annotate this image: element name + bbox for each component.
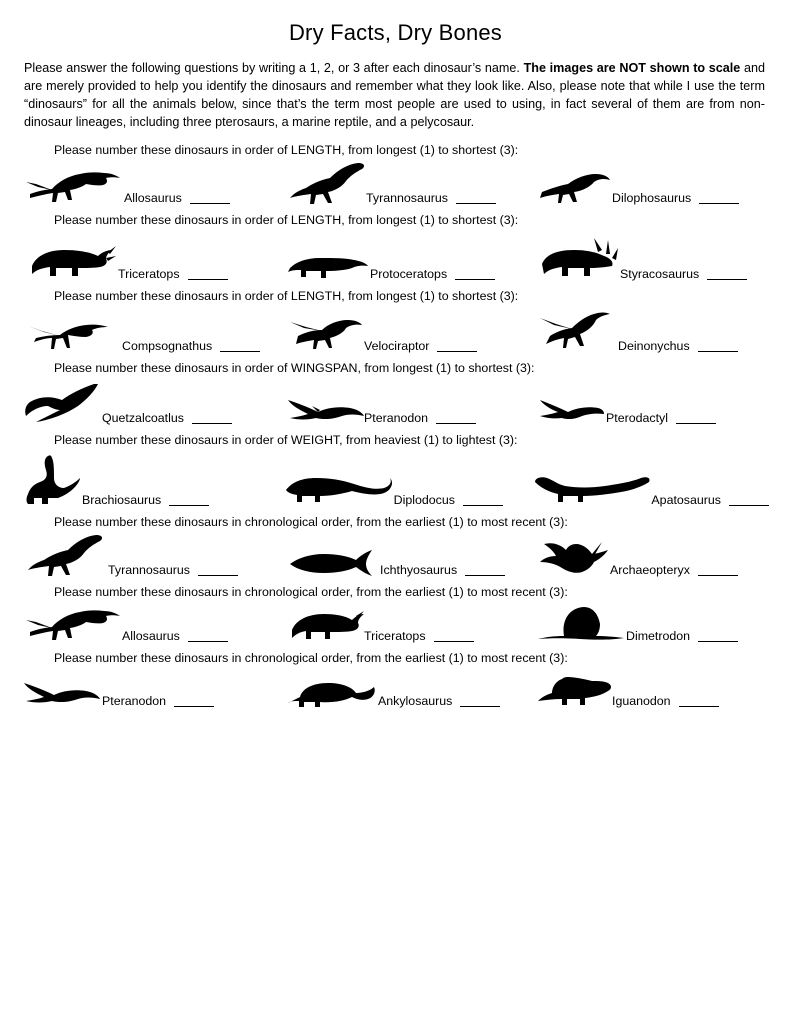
allosaurus-silhouette — [22, 602, 122, 644]
dinosaur-item — [536, 306, 738, 354]
dinosaur-row — [22, 669, 769, 709]
answer-blank[interactable] — [698, 338, 738, 352]
dinosaur-item — [536, 230, 747, 282]
compsognathus-silhouette — [22, 310, 122, 354]
answer-blank[interactable] — [198, 562, 238, 576]
dinosaur-name: Quetzalcoatlus — [102, 411, 184, 425]
dinosaur-item — [22, 236, 286, 282]
question-prompt: Please number these dinosaurs in order of WINGSPAN, from longest (1) to shortest (3): — [54, 360, 535, 375]
brachiosaurus-silhouette — [22, 450, 82, 508]
dinosaur-row — [22, 230, 769, 282]
dinosaur-item — [286, 548, 536, 578]
dinosaur-item — [286, 314, 536, 354]
intro-text-bold: The images are NOT shown to scale — [523, 61, 741, 75]
answer-blank[interactable] — [698, 628, 738, 642]
question-prompt: Please number these dinosaurs in chronological order, from the earliest (1) to most recent (3): — [54, 585, 568, 600]
intro-text-part2: and are merely provided to help you identify the dinosaurs and remember what they look like. Also, please note that while I use the term “dinosaurs” for all the animals below, since that’s the term most people are used to using, in fact several of them are from non-dinosaur lineages, including three pterosaurs, a marine reptile, and a pelycosaur. — [24, 61, 765, 129]
tyrannosaurus-silhouette — [286, 160, 366, 206]
dinosaur-item — [286, 160, 536, 206]
dinosaur-name: Ankylosaurus — [378, 693, 453, 708]
dinosaur-row — [22, 450, 769, 508]
question-prompt: Please number these dinosaurs in order of LENGTH, from longest (1) to shortest (3): — [54, 142, 519, 157]
dinosaur-item — [22, 160, 286, 206]
dinosaur-item — [286, 392, 536, 426]
answer-blank[interactable] — [465, 562, 505, 576]
dinosaur-row — [22, 378, 769, 426]
answer-blank[interactable] — [190, 190, 230, 204]
dinosaur-name: Triceratops — [118, 266, 180, 281]
answer-blank[interactable] — [188, 628, 228, 642]
pteranodon-silhouette — [286, 392, 364, 426]
answer-blank[interactable] — [676, 410, 716, 424]
intro-text-part1: Please answer the following questions by writing a 1, 2, or 3 after each dinosaur’s name. — [24, 61, 524, 75]
dinosaur-name: Tyrannosaurus — [366, 190, 448, 205]
question-prompt: Please number these dinosaurs in order of LENGTH, from longest (1) to shortest (3): — [54, 212, 519, 227]
question-prompt: Please number these dinosaurs in chronological order, from the earliest (1) to most recent (3): — [54, 515, 568, 530]
answer-blank[interactable] — [192, 410, 232, 424]
question-section-7 — [22, 584, 769, 644]
answer-blank[interactable] — [456, 190, 496, 204]
answer-blank[interactable] — [455, 266, 495, 280]
allosaurus-silhouette — [22, 160, 124, 206]
dinosaur-row — [22, 306, 769, 354]
apatosaurus-silhouette — [531, 468, 651, 508]
dinosaur-name: Tyrannosaurus — [108, 563, 190, 578]
question-section-4 — [22, 360, 769, 426]
question-section-6 — [22, 514, 769, 578]
dinosaur-name: Brachiosaurus — [82, 493, 162, 508]
deinonychus-silhouette — [536, 306, 618, 354]
dinosaur-name: Pteranodon — [364, 411, 429, 425]
dinosaur-item — [286, 675, 536, 709]
question-prompt: Please number these dinosaurs in chronological order, from the earliest (1) to most recent (3): — [54, 651, 568, 666]
answer-blank[interactable] — [169, 492, 209, 506]
dinosaur-name: Dilophosaurus — [612, 190, 692, 205]
dinosaur-item — [286, 246, 536, 282]
dinosaur-name: Ichthyosaurus — [380, 563, 458, 578]
dinosaur-item — [286, 604, 536, 644]
tyrannosaurus-silhouette — [22, 532, 108, 578]
dinosaur-item — [531, 468, 769, 508]
answer-blank[interactable] — [698, 562, 738, 576]
dinosaur-name: Pteranodon — [102, 693, 167, 708]
dinosaur-item — [22, 450, 284, 508]
ichthyosaurus-silhouette — [286, 548, 380, 578]
answer-blank[interactable] — [174, 693, 214, 707]
answer-blank[interactable] — [699, 190, 739, 204]
question-section-1 — [22, 142, 769, 206]
dinosaur-name: Deinonychus — [618, 338, 690, 353]
quetzalcoatlus-silhouette — [22, 378, 102, 426]
dinosaur-item — [536, 669, 719, 709]
question-section-8 — [22, 650, 769, 708]
dilophosaurus-silhouette — [536, 166, 612, 206]
pterodactyl-silhouette — [536, 394, 606, 426]
intro-paragraph — [24, 60, 765, 132]
dinosaur-row — [22, 602, 769, 644]
dinosaur-name: Velociraptor — [364, 338, 430, 353]
dinosaur-name: Iguanodon — [612, 693, 671, 708]
question-section-2 — [22, 212, 769, 282]
dinosaur-name: Triceratops — [364, 629, 426, 644]
dinosaur-name: Allosaurus — [122, 629, 180, 644]
dinosaur-name: Compsognathus — [122, 338, 213, 353]
dinosaur-name: Pterodactyl — [606, 411, 668, 425]
dinosaur-name: Protoceratops — [370, 266, 448, 281]
archaeopteryx-silhouette — [536, 536, 610, 578]
dinosaur-name: Diplodocus — [393, 493, 455, 508]
dinosaur-item — [22, 675, 286, 709]
velociraptor-silhouette — [286, 314, 364, 354]
answer-blank[interactable] — [188, 266, 228, 280]
dinosaur-name: Dimetrodon — [626, 629, 691, 644]
triceratops-silhouette — [22, 236, 118, 282]
dinosaur-row — [22, 160, 769, 206]
question-section-3 — [22, 288, 769, 354]
answer-blank[interactable] — [707, 266, 747, 280]
protoceratops-silhouette — [286, 246, 370, 282]
iguanodon-silhouette — [536, 669, 612, 709]
page-title: Dry Facts, Dry Bones — [288, 20, 503, 45]
answer-blank[interactable] — [220, 338, 260, 352]
answer-blank[interactable] — [437, 338, 477, 352]
dinosaur-item — [536, 394, 716, 426]
styracosaurus-silhouette — [536, 230, 620, 282]
dinosaur-name: Apatosaurus — [651, 493, 721, 508]
answer-blank[interactable] — [436, 410, 476, 424]
dinosaur-item — [22, 378, 286, 426]
dinosaur-item — [22, 532, 286, 578]
answer-blank[interactable] — [434, 628, 474, 642]
answer-blank[interactable] — [463, 492, 503, 506]
answer-blank[interactable] — [729, 492, 769, 506]
answer-blank[interactable] — [679, 693, 719, 707]
ankylosaurus-silhouette — [286, 675, 378, 709]
question-prompt: Please number these dinosaurs in order of WEIGHT, from heaviest (1) to lightest (3): — [54, 433, 518, 447]
dinosaur-item — [22, 310, 286, 354]
diplodocus-silhouette — [284, 468, 394, 508]
dinosaur-item — [536, 536, 738, 578]
triceratops-silhouette — [286, 604, 364, 644]
question-prompt: Please number these dinosaurs in order of LENGTH, from longest (1) to shortest (3): — [54, 288, 519, 303]
dinosaur-item — [536, 166, 739, 206]
pteranodon-silhouette — [22, 675, 102, 709]
dinosaur-item — [284, 468, 532, 508]
dinosaur-name: Archaeopteryx — [610, 563, 690, 578]
dinosaur-item — [22, 602, 286, 644]
dimetrodon-silhouette — [536, 604, 626, 644]
answer-blank[interactable] — [460, 693, 500, 707]
dinosaur-name: Styracosaurus — [620, 266, 700, 281]
dinosaur-row — [22, 532, 769, 578]
dinosaur-name: Allosaurus — [124, 190, 182, 205]
question-section-5 — [22, 432, 769, 508]
dinosaur-item — [536, 604, 738, 644]
